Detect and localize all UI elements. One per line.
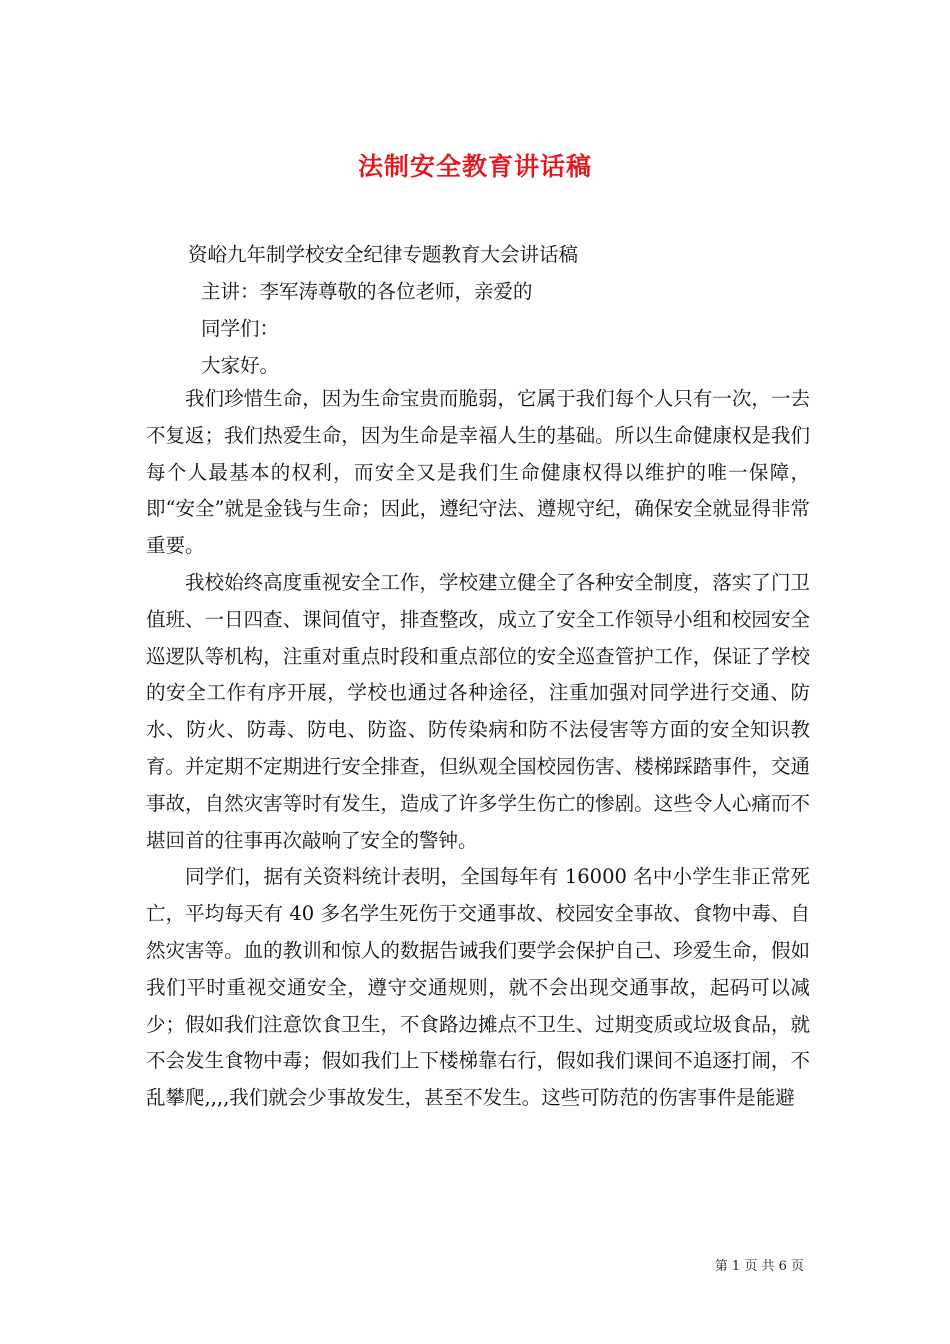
paragraph-1: 我们珍惜生命，因为生命宝贵而脆弱，它属于我们每个人只有一次，一去不复返；我们热爱生命，因为生命是幸福人生的基础。所以生命健康权是我们每个人最基本的权利，而安全又是我们生命健康权得以维护的唯一保障，即“安全”就是金钱与生命；因此，遵纪守法、遵规守纪，确保安全就显得非常重要。 xyxy=(146,387,810,558)
document-body xyxy=(146,381,810,1117)
heading-line-students: 同学们： xyxy=(201,317,280,340)
heading-line-greeting: 大家好。 xyxy=(201,354,280,377)
page-number: 第 1 页 共 6 页 xyxy=(714,1259,804,1274)
paragraph-3: 同学们，据有关资料统计表明，全国每年有 16000 名中小学生非正常死亡，平均每天有 40 多名学生死伤于交通事故、校园安全事故、食物中毒、自然灾害等。血的教训和惊人的数据告诫我们要学会保护自己、珍爱生命，假如我们平时重视交通安全，遵守交通规则，就不会出现交通事故，起码可以减少；假如我们注意饮食卫生，不食路边摊点不卫生、过期变质或垃圾食品，就不会发生食物中毒；假如我们上下楼梯靠右行，假如我们课间不追逐打闹，不乱攀爬,,,,我们就会少事故发生，甚至不发生。这些可防范的伤害事件是能避 xyxy=(146,865,810,1110)
paragraph-2: 我校始终高度重视安全工作，学校建立健全了各种安全制度，落实了门卫值班、一日四查、课间值守，排查整改，成立了安全工作领导小组和校园安全巡逻队等机构，注重对重点时段和重点部位的安全巡查管护工作，保证了学校的安全工作有序开展，学校也通过各种途径，注重加强对同学进行交通、防水、防火、防毒、防电、防盗、防传染病和防不法侵害等方面的安全知识教育。并定期不定期进行安全排查，但纵观全国校园伤害、楼梯踩踏事件，交通事故，自然灾害等时有发生，造成了许多学生伤亡的惨剧。这些令人心痛而不堪回首的往事再次敲响了安全的警钟。 xyxy=(146,570,810,852)
document-title: 法制安全教育讲话稿 xyxy=(357,151,592,181)
heading-line-speaker: 主讲：李军涛尊敬的各位老师，亲爱的 xyxy=(201,280,533,303)
heading-line-school: 资峪九年制学校安全纪律专题教育大会讲话稿 xyxy=(188,243,579,266)
